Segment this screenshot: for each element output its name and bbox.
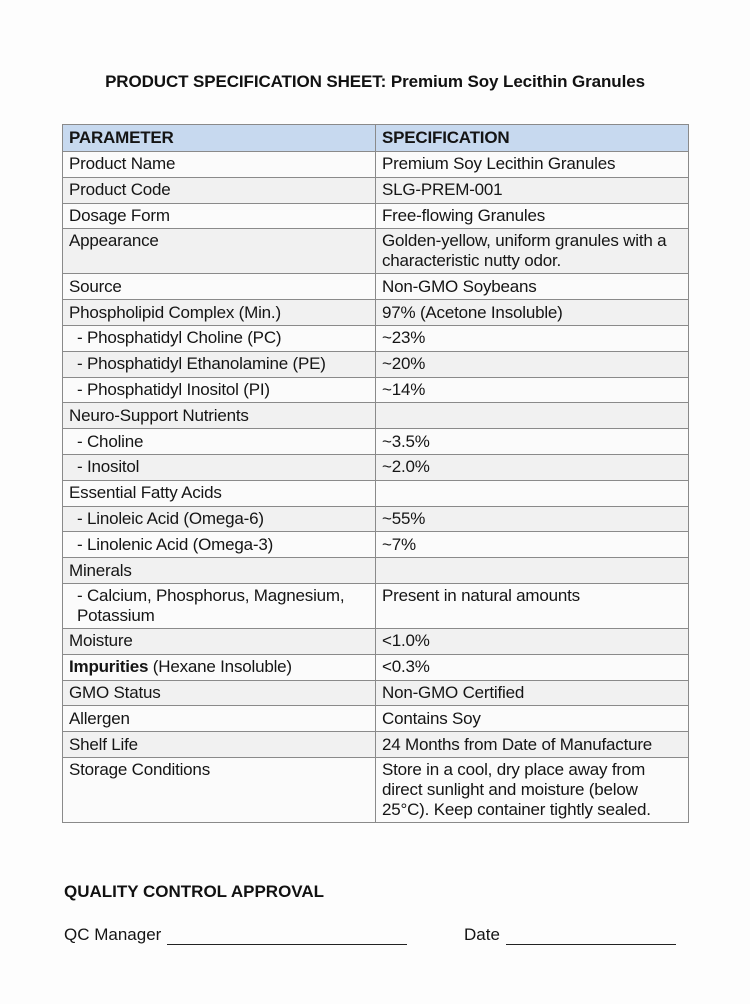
specification-cell: ~14% [376, 377, 689, 403]
specification-cell: SLG-PREM-001 [376, 177, 689, 203]
sub-parameter-label: - Phosphatidyl Inositol (PI) [77, 379, 270, 399]
header-specification: SPECIFICATION [376, 125, 689, 152]
date-signature-row [464, 925, 676, 945]
parameter-cell: Source [63, 274, 376, 300]
table-row [63, 429, 689, 455]
specification-cell: ~23% [376, 325, 689, 351]
table-row [63, 229, 689, 274]
table-row [63, 757, 689, 822]
parameter-cell: Product Name [63, 152, 376, 178]
document-title: PRODUCT SPECIFICATION SHEET: Premium Soy Lecithin Granules [105, 72, 645, 91]
sub-parameter-label: - Calcium, Phosphorus, Magnesium, Potassium [77, 585, 345, 625]
sub-parameter-label: - Inositol [77, 457, 140, 477]
table-row [63, 480, 689, 506]
specification-cell: ~55% [376, 506, 689, 532]
specification-cell: ~3.5% [376, 429, 689, 455]
table-row [63, 532, 689, 558]
date-signature-line[interactable] [506, 928, 676, 945]
table-row [63, 628, 689, 654]
specification-cell: ~20% [376, 351, 689, 377]
specification-cell [376, 558, 689, 584]
parameter-section-cell: Essential Fatty Acids [63, 480, 376, 506]
specification-cell: Golden-yellow, uniform granules with a characteristic nutty odor. [376, 229, 689, 274]
parameter-section-cell: Minerals [63, 558, 376, 584]
parameter-cell: Product Code [63, 177, 376, 203]
specification-cell: 97% (Acetone Insoluble) [376, 300, 689, 326]
header-parameter: PARAMETER [63, 125, 376, 152]
specification-cell: Premium Soy Lecithin Granules [376, 152, 689, 178]
sub-parameter-label: - Choline [77, 431, 144, 451]
specification-cell: ~2.0% [376, 454, 689, 480]
parameter-section-cell: Moisture [63, 628, 376, 654]
parameter-section-cell: Neuro-Support Nutrients [63, 403, 376, 429]
table-row [63, 706, 689, 732]
parameter-note: (Hexane Insoluble) [152, 657, 292, 677]
qc-manager-signature-line[interactable] [167, 928, 407, 945]
specification-cell [376, 403, 689, 429]
parameter-cell [63, 654, 376, 680]
specification-cell: ~7% [376, 532, 689, 558]
parameter-cell [63, 429, 376, 455]
specification-cell: <1.0% [376, 628, 689, 654]
parameter-cell [63, 351, 376, 377]
qc-manager-signature-row [64, 925, 407, 945]
table-row [63, 454, 689, 480]
specification-cell: Present in natural amounts [376, 583, 689, 628]
parameter-cell [63, 583, 376, 628]
parameter-cell [63, 532, 376, 558]
table-row [63, 654, 689, 680]
specification-cell: Store in a cool, dry place away from direct sunlight and moisture (below 25°C). Keep container tightly sealed. [376, 757, 689, 822]
qc-approval-title: QUALITY CONTROL APPROVAL [64, 882, 325, 901]
specification-cell: <0.3% [376, 654, 689, 680]
specification-table [62, 124, 689, 823]
table-row [63, 177, 689, 203]
parameter-cell [63, 454, 376, 480]
table-row [63, 377, 689, 403]
specification-cell: Contains Soy [376, 706, 689, 732]
table-row [63, 351, 689, 377]
table-row [63, 558, 689, 584]
sub-parameter-label: - Linoleic Acid (Omega-6) [77, 508, 264, 528]
parameter-cell [63, 506, 376, 532]
sub-parameter-label: - Linolenic Acid (Omega-3) [77, 534, 274, 554]
table-row [63, 680, 689, 706]
specification-cell: 24 Months from Date of Manufacture [376, 732, 689, 758]
table-row [63, 203, 689, 229]
table-row [63, 583, 689, 628]
parameter-cell: Dosage Form [63, 203, 376, 229]
date-label: Date [464, 925, 500, 944]
parameter-section-cell: Shelf Life [63, 732, 376, 758]
specification-cell: Non-GMO Soybeans [376, 274, 689, 300]
parameter-section-cell: GMO Status [63, 680, 376, 706]
qc-manager-label: QC Manager [64, 925, 162, 944]
specification-cell: Non-GMO Certified [376, 680, 689, 706]
table-header-row [63, 125, 689, 152]
table-row [63, 152, 689, 178]
parameter-section-cell: Allergen [63, 706, 376, 732]
table-row [63, 403, 689, 429]
table-row [63, 506, 689, 532]
table-row [63, 274, 689, 300]
parameter-section-cell: Phospholipid Complex (Min.) [63, 300, 376, 326]
specification-cell: Free-flowing Granules [376, 203, 689, 229]
parameter-label: Impurities [69, 657, 149, 677]
parameter-cell: Appearance [63, 229, 376, 274]
table-row [63, 732, 689, 758]
parameter-cell [63, 377, 376, 403]
sub-parameter-label: - Phosphatidyl Ethanolamine (PE) [77, 354, 326, 374]
parameter-cell [63, 325, 376, 351]
sub-parameter-label: - Phosphatidyl Choline (PC) [77, 328, 282, 348]
table-row [63, 325, 689, 351]
specification-cell [376, 480, 689, 506]
parameter-section-cell: Storage Conditions [63, 757, 376, 822]
table-row [63, 300, 689, 326]
